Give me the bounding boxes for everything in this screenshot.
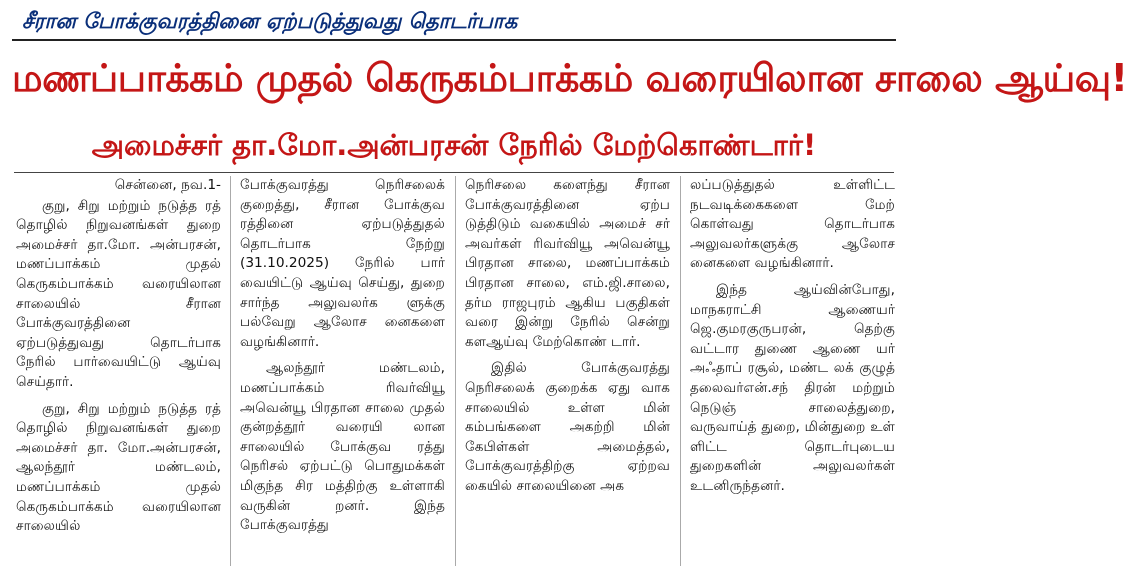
- article-column-2: [240, 176, 445, 568]
- paragraph: லப்படுத்துதல் உள்ளிட்ட நடவடிக்கைகளை மேற் கொள்வது தொடர்பாக அலுவலர்களுக்கு ஆலோச னைகளை வழங்கினார்.: [690, 177, 895, 272]
- headline: மணப்பாக்கம் முதல் கெருகம்பாக்கம் வரையிலான சாலை ஆய்வு!: [12, 56, 1127, 100]
- paragraph: இதில் போக்குவரத்து நெரிசலைக் குறைக்க ஏது வாக சாலையில் உள்ள மின் கம்பங்களை அகற்றி மின் கேபிள்கள் அமைத்தல், போக்குவரத்திற்கு ஏற்றவ கையில் சாலையினை அக: [465, 360, 670, 494]
- paragraph: குறு, சிறு மற்றும் நடுத்த ரத் தொழில் நிறுவனங்கள் துறை அமைச்சர் தா.மோ. அன்பரசன், மணப்பாக்கம் முதல் கெருகம்பாக்கம் வரையிலான சாலையில் சீரான போக்குவரத்தினை ஏற்படுத்துவது தொடர்பாக நேரில் பார்வையிட்டு ஆய்வு செய்தார்.: [16, 197, 221, 390]
- column-divider: [455, 176, 456, 566]
- article-column-1: [16, 176, 221, 568]
- article-column-3: [465, 176, 670, 568]
- paragraph: குறு, சிறு மற்றும் நடுத்த ரத் தொழில் நிறுவனங்கள் துறை அமைச்சர் தா. மோ.அன்பரசன், ஆலந்தூர் மண்டலம், மணப்பாக்கம் முதல் கெருகம்பாக்கம் வரையிலான சாலையில்: [16, 400, 221, 535]
- article-column-4: [690, 176, 895, 568]
- header-rule: [14, 172, 894, 173]
- dateline: சென்னை, நவ.1-: [114, 177, 221, 193]
- paragraph: இந்த ஆய்வின்போது, மாநகராட்சி ஆணையர் ஜெ.குமரகுருபரன், தெற்கு வட்டார துணை ஆணை யர் அஃதாப் ரசூல், மண்ட லக் குழுத் தலைவர்என்.சந் திரன் மற்றும் நெடுஞ் சாலைத்துறை, வருவாய்த் துறை, மின்துறை உள் ளிட்ட தொடர்புடைய துறைகளின் அலுவலர்கள் உடனிருந்தனர்.: [690, 281, 895, 494]
- kicker-banner: [12, 7, 896, 41]
- paragraph: ஆலந்தூர் மண்டலம், மணப்பாக்கம் ரிவர்வியூ அவென்யூ பிரதான சாலை முதல் குன்றத்தூர் வரையி லான சாலையில் போக்குவ ரத்து நெரிசல் ஏற்பட்டு பொதுமக்கள் மிகுந்த சிர மத்திற்கு உள்ளாகி வருகின் றனர். இந்த போக்குவரத்து: [240, 360, 445, 534]
- column-divider: [230, 176, 231, 566]
- kicker-text: சீரான போக்குவரத்தினை ஏற்படுத்துவது தொடர்பாக: [22, 9, 518, 33]
- paragraph: நெரிசலை களைந்து சீரான போக்குவரத்தினை ஏற்ப டுத்திடும் வகையில் அமைச் சர் அவர்கள் ரிவர்வியூ அவென்யூ பிரதான சாலை, மணப்பாக்கம் பிரதான சாலை, எம்.ஜி.சாலை, தர்ம ராஜபுரம் ஆகிய பகுதிகள் வரை இன்று நேரில் சென்று களஆய்வு மேற்கொண் டார்.: [465, 177, 670, 350]
- subheadline: அமைச்சர் தா.மோ.அன்பரசன் நேரில் மேற்கொண்டார்!: [91, 128, 817, 162]
- column-divider: [680, 176, 681, 566]
- paragraph: போக்குவரத்து நெரிசலைக் குறைத்து, சீரான போக்குவ ரத்தினை ஏற்படுத்துதல் தொடர்பாக நேற்று (31.10.2025) நேரில் பார் வையிட்டு ஆய்வு செய்து, துறை சார்ந்த அலுவலர்க ளுக்கு பல்வேறு ஆலோச னைகளை வழங்கினார்.: [240, 177, 445, 350]
